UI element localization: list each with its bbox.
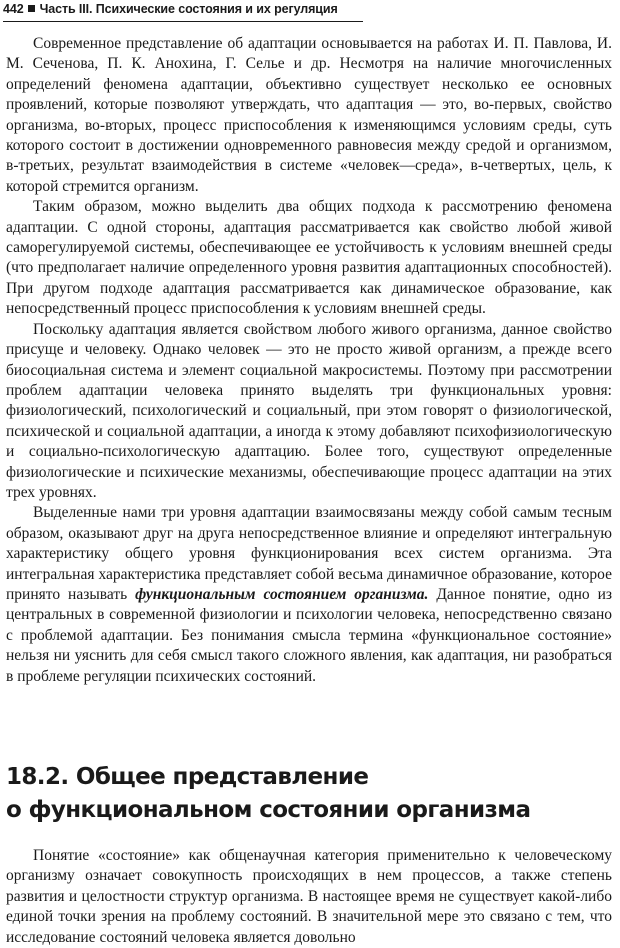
page-number: 442 [3, 2, 24, 16]
paragraph-2: Таким образом, можно выделить два общих подхода к рассмотрению феномена адаптации. С одной стороны, адаптация рассматривается как свойство любой живой саморегулируемой системы, обеспечивающее ее устойчивость к условиям внешней среды (что предполагает наличие определенного уровня развития адаптационных способностей). При другом подходе адаптация рассматривается как динамическое образование, как непосредственный процесс приспособления к условиям внешней среды. [6, 198, 612, 318]
section-heading-line-1: 18.2. Общее представление [6, 764, 369, 790]
section-heading [6, 761, 612, 827]
running-head [3, 1, 363, 22]
paragraph-4 [6, 503, 612, 687]
running-head-title: Часть III. Психические состояния и их регуляция [39, 2, 338, 16]
square-bullet-icon [28, 5, 35, 12]
paragraph-1: Современное представление об адаптации основывается на работах И. П. Павлова, И. М. Сеченова, П. К. Анохина, Г. Селье и др. Несмотря на наличие многочисленных определений феномена адаптации, объективно существует несколько ее основных проявлений, которые позволяют утверждать, что адаптация — это, во-первых, свойство организма, во-вторых, процесс приспособления к изменяющимся условиям среды, суть которого состоит в достижении одновременного равновесия между средой и организмом, в-третьих, результат взаимодействия в системе «человек—среда», в-четвертых, цель, к которой стремится организм. [6, 35, 612, 195]
section-text [6, 846, 612, 948]
section-paragraph-1: Понятие «состояние» как общенаучная категория применительно к человеческому организму означает совокупность происходящих в нем процессов, а также степень развития и целостности структур организма. В настоящее время не существует какой-либо единой точки зрения на проблему состояний. В значительной мере это связано с тем, что исследование состояний человека является довольно [6, 847, 612, 946]
main-text [6, 34, 612, 687]
paragraph-4-term: функциональным состоянием организма. [135, 585, 429, 603]
section-heading-line-2: о функциональном состоянии организма [6, 797, 531, 823]
paragraph-3: Поскольку адаптация является свойством любого живого организма, данное свойство присуще и человеку. Однако человек — это не просто живой организм, а прежде всего биосоциальная система и элемент социальной макросистемы. Поэтому при рассмотрении проблем адаптации человека принято выделять три функциональных уровня: физиологический, психологический и социальный, при этом говорят о физиологической, психической и социальной адаптации, а иногда к этому добавляют психофизиологическую и социально-психологическую адаптацию. Более того, существуют определенные физиологические и психические механизмы, обеспечивающие процесс адаптации на этих трех уровнях. [6, 320, 612, 501]
paragraph-4-before: Выделенные нами три уровня адаптации взаимосвязаны между собой самым тесным образом, оказывают друг на друга непосредственное влияние и определяют интегральную характеристику общего уровня функционирования всех систем организма. Эта интегральная характеристика представляет собой весьма динамичное образование, которое принято называть [6, 504, 612, 603]
paragraph-4-after: Данное понятие, одно из центральных в современной физиологии и психологии человека, непосредственно связано с проблемой адаптации. Без понимания смысла термина «функциональное состояние» нельзя ни уяснить для себя смысл такого сложного явления, как адаптация, ни разобраться в проблеме регуляции психических состояний. [6, 585, 613, 685]
